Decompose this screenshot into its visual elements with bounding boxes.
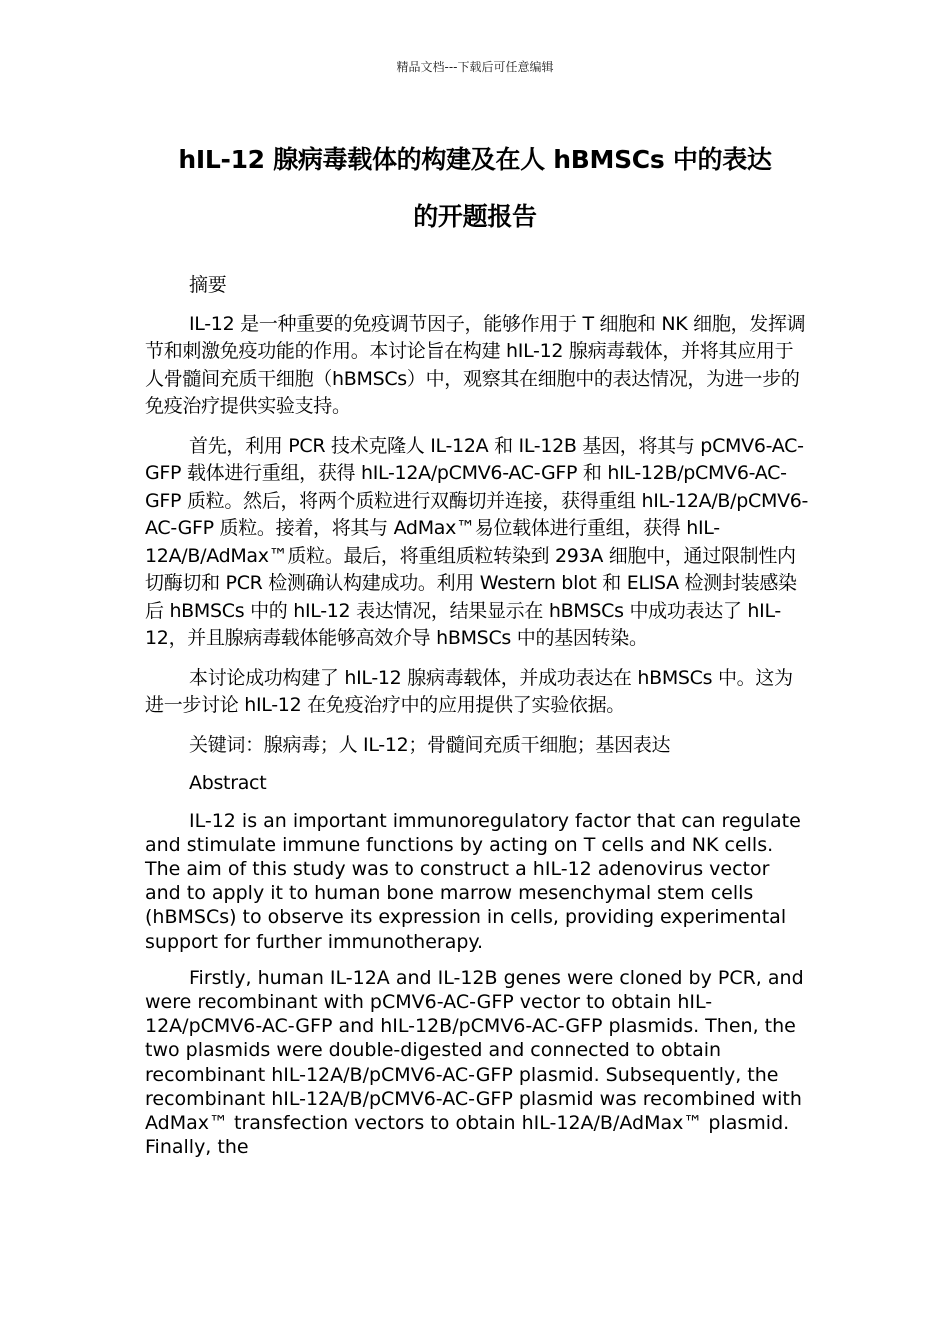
abstract-en-paragraph-1: IL-12 is an important immunoregulatory factor that can regulate and stimulate immune functions by acting on T cells and NK cells. The aim of this study was to construct a hIL-12 adenovirus vector and to apply it to human bone marrow mesenchymal stem cells (hBMSCs) to observe its expression in cells, providing experimental support for further immunotherapy. (145, 809, 801, 953)
page-header: 精品文档---下载后可任意编辑 (396, 60, 554, 74)
abstract-cn-paragraph-3: 本讨论成功构建了 hIL-12 腺病毒载体，并成功表达在 hBMSCs 中。这为进一步讨论 hIL-12 在免疫治疗中的应用提供了实验依据。 (145, 666, 793, 716)
abstract-en-paragraph-2: Firstly, human IL-12A and IL-12B genes were cloned by PCR, and were recombinant with pCMV6-AC-GFP vector to obtain hIL-12A/pCMV6-AC-GFP and hIL-12B/pCMV6-AC-GFP plasmids. Then, the two plasmids were double-digested and connected to obtain recombinant hIL-12A/B/pCMV6-AC-GFP plasmid. Subsequently, the recombinant hIL-12A/B/pCMV6-AC-GFP plasmid was recombined with AdMax™ transfection vectors to obtain hIL-12A/B/AdMax™ plasmid. Finally, the (145, 966, 804, 1159)
abstract-cn-paragraph-1: IL-12 是一种重要的免疫调节因子，能够作用于 T 细胞和 NK 细胞，发挥调节和刺激免疫功能的作用。本讨论旨在构建 hIL-12 腺病毒载体，并将其应用于人骨髓间充质干细胞（hBMSCs）中，观察其在细胞中的表达情况，为进一步的免疫治疗提供实验支持。 (145, 312, 806, 417)
abstract-en-heading: Abstract (189, 772, 267, 794)
title-line-2: 的开题报告 (413, 202, 537, 231)
title-line-1: hIL-12 腺病毒载体的构建及在人 hBMSCs 中的表达 (178, 145, 772, 174)
document-body (145, 272, 810, 1171)
abstract-cn-paragraph-2: 首先，利用 PCR 技术克隆人 IL-12A 和 IL-12B 基因，将其与 pCMV6-AC-GFP 载体进行重组，获得 hIL-12A/pCMV6-AC-GFP 和 hIL-12B/pCMV6-AC-GFP 质粒。然后，将两个质粒进行双酶切并连接，获得重组 hIL-12A/B/pCMV6-AC-GFP 质粒。接着，将其与 AdMax™易位载体进行重组，获得 hIL-12A/B/AdMax™质粒。最后，将重组质粒转染到 293A 细胞中，通过限制性内切酶切和 PCR 检测确认构建成功。利用 Western blot 和 ELISA 检测封装感染后 hBMSCs 中的 hIL-12 表达情况，结果显示在 hBMSCs 中成功表达了 hIL-12，并且腺病毒载体能够高效介导 hBMSCs 中的基因转染。 (145, 434, 809, 649)
keywords-cn: 关键词：腺病毒；人 IL-12；骨髓间充质干细胞；基因表达 (189, 733, 671, 756)
abstract-cn-heading: 摘要 (189, 274, 227, 296)
